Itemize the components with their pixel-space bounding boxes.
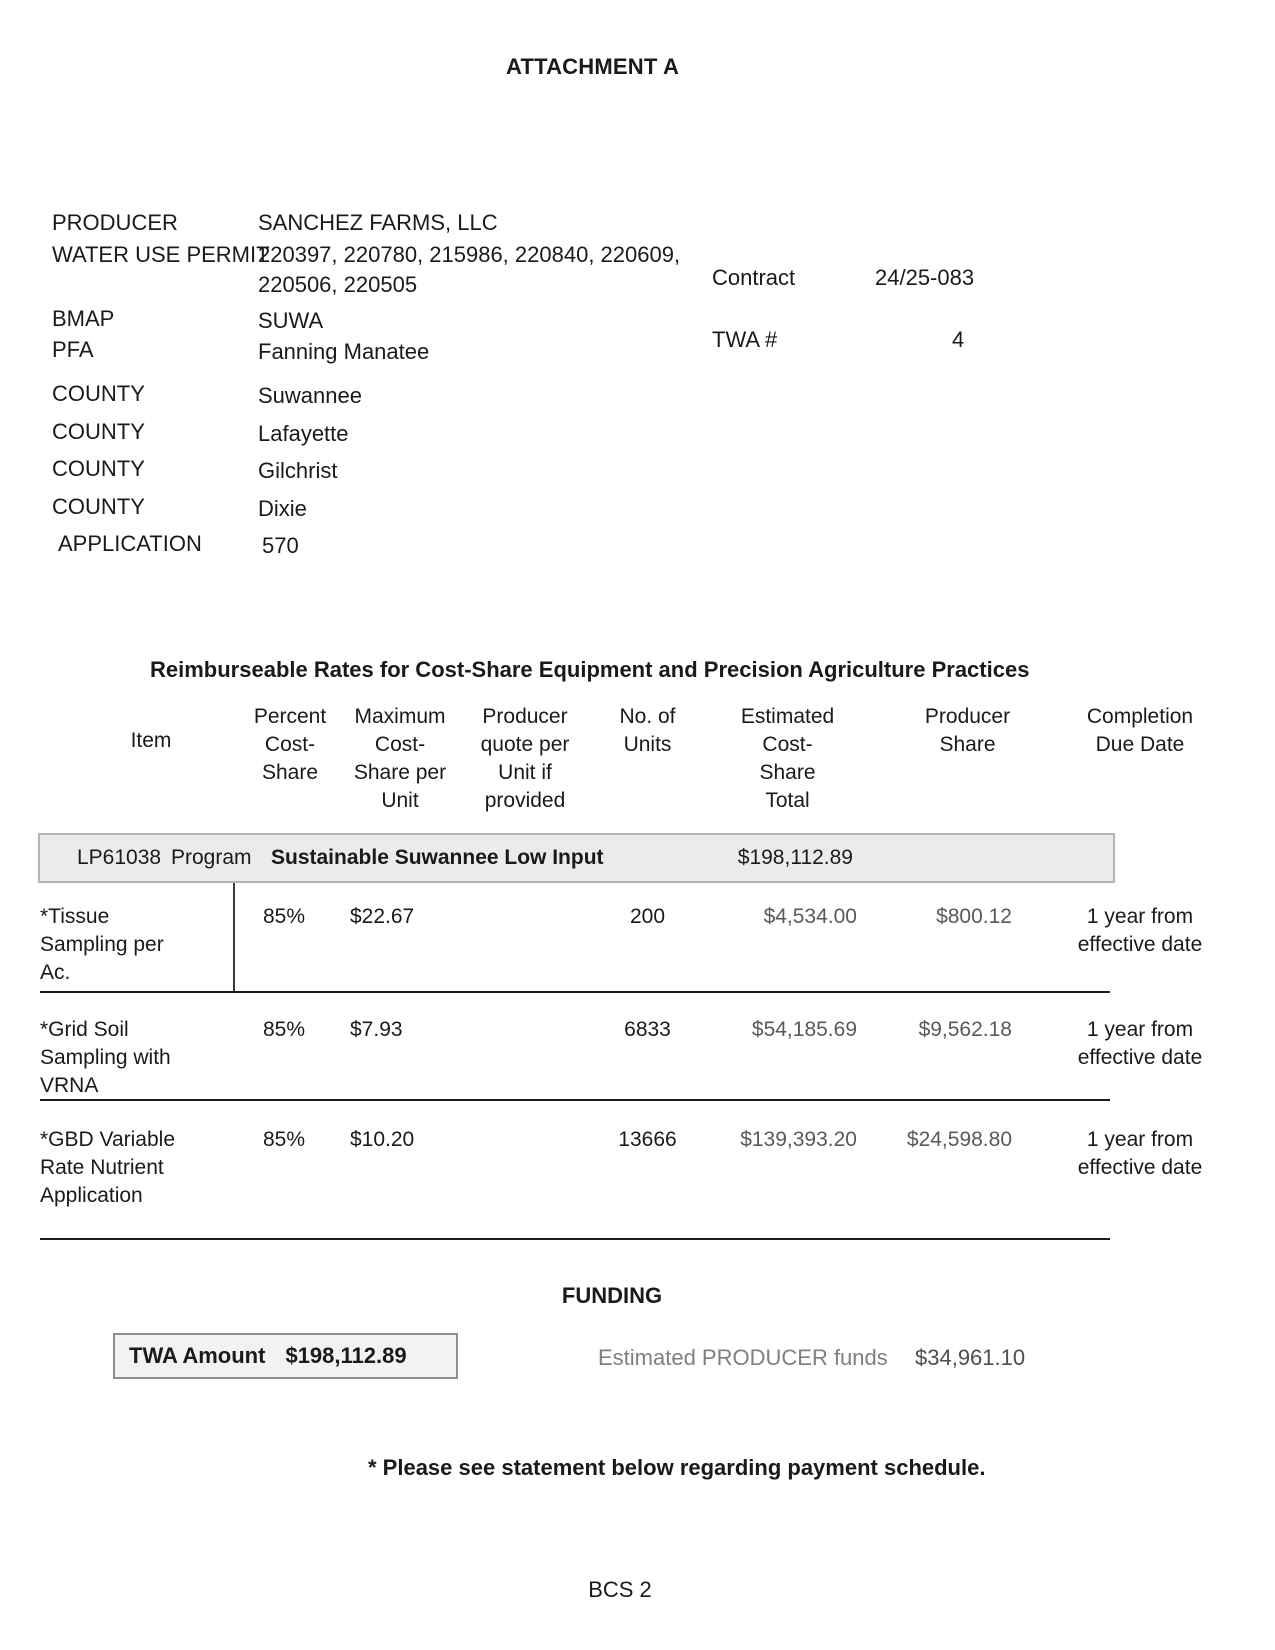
table-row (40, 994, 1265, 1101)
info-value-application: 570 (262, 533, 299, 558)
rates-table-header (40, 703, 1265, 815)
info-value-bmap: SUWA (258, 308, 324, 333)
program-label: Program (171, 846, 252, 869)
row-divider-line (40, 991, 1110, 993)
producer-quote-cell (470, 1126, 580, 1238)
info-label-county-1: COUNTY (52, 381, 145, 406)
page-footer: BCS 2 (588, 1577, 652, 1602)
item-cell: *Grid Soil Sampling with VRNA (40, 1018, 171, 1097)
max-per-unit-cell: $22.67 (350, 905, 415, 928)
info-value-pfa: Fanning Manatee (258, 339, 430, 364)
info-value-county-2: Lafayette (258, 421, 349, 446)
column-header-producer-share: Producer Share (924, 705, 1011, 756)
info-value-county-1: Suwannee (258, 383, 362, 408)
column-header-percent-cost-share: Percent Cost-Share (253, 705, 327, 784)
twa-amount-value: $198,112.89 (285, 1343, 407, 1368)
estimated-total-cell: $54,185.69 (751, 1018, 857, 1041)
units-cell: 6833 (624, 1018, 671, 1041)
info-value-producer: SANCHEZ FARMS, LLC (258, 210, 498, 235)
info-label-producer: PRODUCER (52, 210, 178, 235)
column-header-completion-due-date: Completion Due Date (1086, 705, 1194, 756)
contract-value: 24/25-083 (875, 265, 975, 290)
twa-number-label: TWA # (712, 327, 778, 352)
table-row (40, 1104, 1265, 1238)
contract-label: Contract (712, 265, 796, 290)
payment-schedule-note: * Please see statement below regarding payment schedule. (368, 1455, 986, 1480)
info-label-county-2: COUNTY (52, 419, 145, 444)
producer-quote-cell (470, 903, 580, 993)
units-cell: 200 (629, 905, 666, 928)
producer-quote-cell (470, 1016, 580, 1101)
due-date-cell: 1 year from effective date (1077, 905, 1203, 956)
max-per-unit-cell: $10.20 (350, 1128, 415, 1151)
estimated-producer-funds-label: Estimated PRODUCER funds (598, 1345, 888, 1370)
info-value-county-4: Dixie (258, 496, 307, 521)
column-header-max-cost-share: Maximum Cost-Share per Unit (353, 705, 447, 812)
info-value-county-3: Gilchrist (258, 458, 338, 483)
info-label-county-4: COUNTY (52, 494, 145, 519)
item-cell: *Tissue Sampling per Ac. (40, 905, 164, 984)
column-header-producer-quote: Producer quote per Unit if provided (480, 705, 570, 812)
due-date-cell: 1 year from effective date (1077, 1128, 1203, 1179)
page-title: ATTACHMENT A (506, 54, 680, 79)
table-row (40, 883, 1265, 993)
info-value-water-use-permit-line2: 220506, 220505 (258, 272, 418, 297)
funding-heading: FUNDING (561, 1283, 663, 1308)
twa-amount-label: TWA Amount (129, 1343, 266, 1368)
max-per-unit-cell: $7.93 (350, 1018, 403, 1041)
percent-cell: 85% (262, 1018, 306, 1041)
info-label-bmap: BMAP (52, 306, 115, 331)
column-header-estimated-total: Estimated Cost-Share Total (740, 705, 835, 812)
twa-amount-box (113, 1333, 458, 1379)
producer-share-cell: $800.12 (936, 905, 1012, 928)
program-code: LP61038 (77, 846, 162, 869)
info-label-application: APPLICATION (58, 531, 202, 556)
producer-share-cell: $24,598.80 (906, 1128, 1012, 1151)
percent-cell: 85% (262, 1128, 306, 1151)
estimated-producer-funds-value: $34,961.10 (915, 1345, 1026, 1370)
row-divider-line (40, 1238, 1110, 1240)
due-date-cell: 1 year from effective date (1077, 1018, 1203, 1069)
units-cell: 13666 (618, 1128, 677, 1151)
program-name: Sustainable Suwannee Low Input (271, 846, 604, 869)
item-cell: *GBD Variable Rate Nutrient Application (40, 1128, 176, 1207)
info-label-water-use-permit: WATER USE PERMIT (52, 242, 270, 267)
producer-share-cell: $9,562.18 (918, 1018, 1012, 1041)
info-value-water-use-permit-line1: 220397, 220780, 215986, 220840, 220609, (258, 242, 681, 267)
estimated-total-cell: $4,534.00 (763, 905, 857, 928)
program-row (38, 833, 1115, 883)
info-label-county-3: COUNTY (52, 456, 145, 481)
twa-number-value: 4 (952, 327, 965, 352)
estimated-total-cell: $139,393.20 (740, 1128, 857, 1151)
percent-cell: 85% (262, 905, 306, 928)
rates-table-title: Reimburseable Rates for Cost-Share Equipment and Precision Agriculture Practices (150, 657, 1030, 682)
column-header-item: Item (130, 729, 172, 752)
column-header-no-of-units: No. of Units (619, 705, 676, 756)
row-divider-line (40, 1099, 1110, 1101)
cell-divider-line (233, 883, 235, 993)
info-label-pfa: PFA (52, 337, 94, 362)
program-total: $198,112.89 (737, 846, 853, 869)
